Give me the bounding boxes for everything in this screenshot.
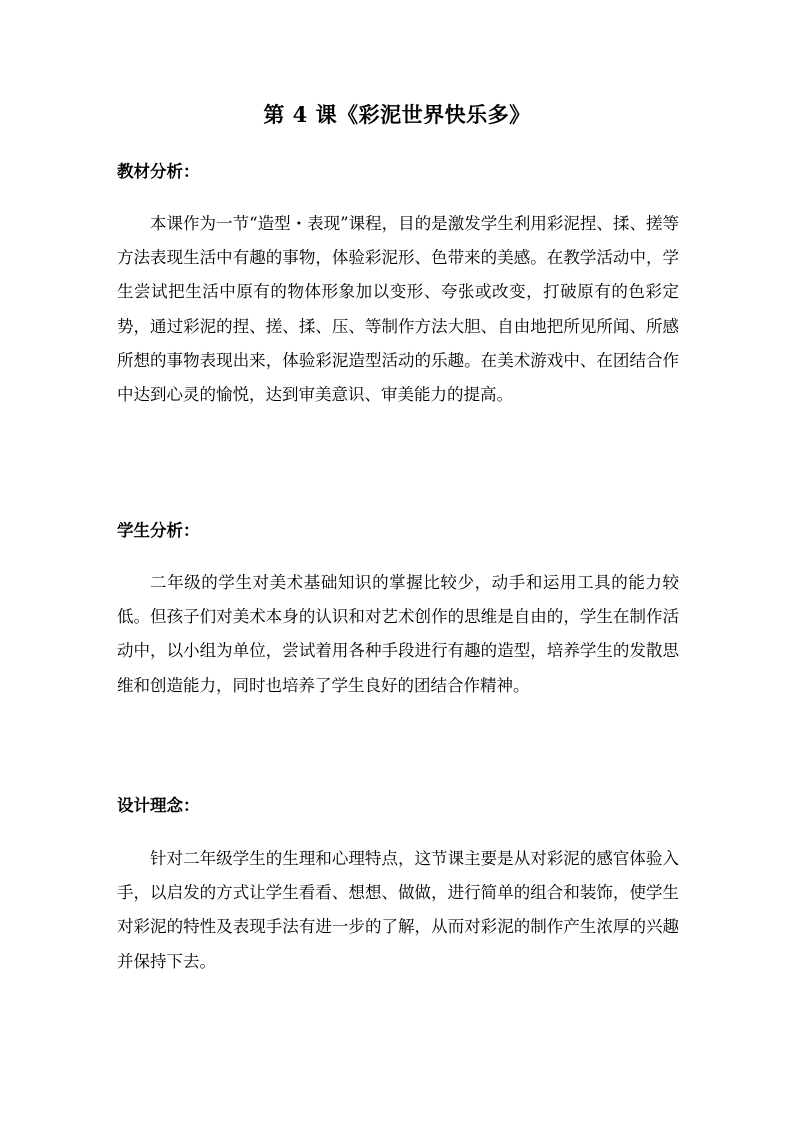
- section-body-design-concept: 针对二年级学生的生理和心理特点，这节课主要是从对彩泥的感官体验入手，以启发的方式让学生看看、想想、做做，进行简单的组合和装饰，使学生对彩泥的特性及表现手法有进一步的了解，从而对彩泥的制作产生浓厚的兴趣并保持下去。: [117, 849, 679, 971]
- section-heading-student-analysis: 学生分析：: [117, 521, 200, 540]
- section-body-student-analysis: 二年级的学生对美术基础知识的掌握比较少，动手和运用工具的能力较低。但孩子们对美术本身的认识和对艺术创作的思维是自由的，学生在制作活动中，以小组为单位，尝试着用各种手段进行有趣的造型，培养学生的发散思维和创造能力，同时也培养了学生良好的团结合作精神。: [117, 573, 679, 695]
- section-heading-material-analysis: 教材分析：: [117, 162, 200, 181]
- section-body-material-analysis: 本课作为一节“造型・表现”课程，目的是激发学生利用彩泥捏、揉、搓等方法表现生活中有趣的事物，体验彩泥形、色带来的美感。在教学活动中，学生尝试把生活中原有的物体形象加以变形、夸张或改变，打破原有的色彩定势，通过彩泥的捏、搓、揉、压、等制作方法大胆、自由地把所见所闻、所感所想的事物表现出来，体验彩泥造型活动的乐趣。在美术游戏中、在团结合作中达到心灵的愉悦，达到审美意识、审美能力的提高。: [117, 214, 679, 405]
- section-heading-design-concept: 设计理念：: [117, 796, 200, 815]
- lesson-title: 第 4 课《彩泥世界快乐多》: [263, 102, 531, 127]
